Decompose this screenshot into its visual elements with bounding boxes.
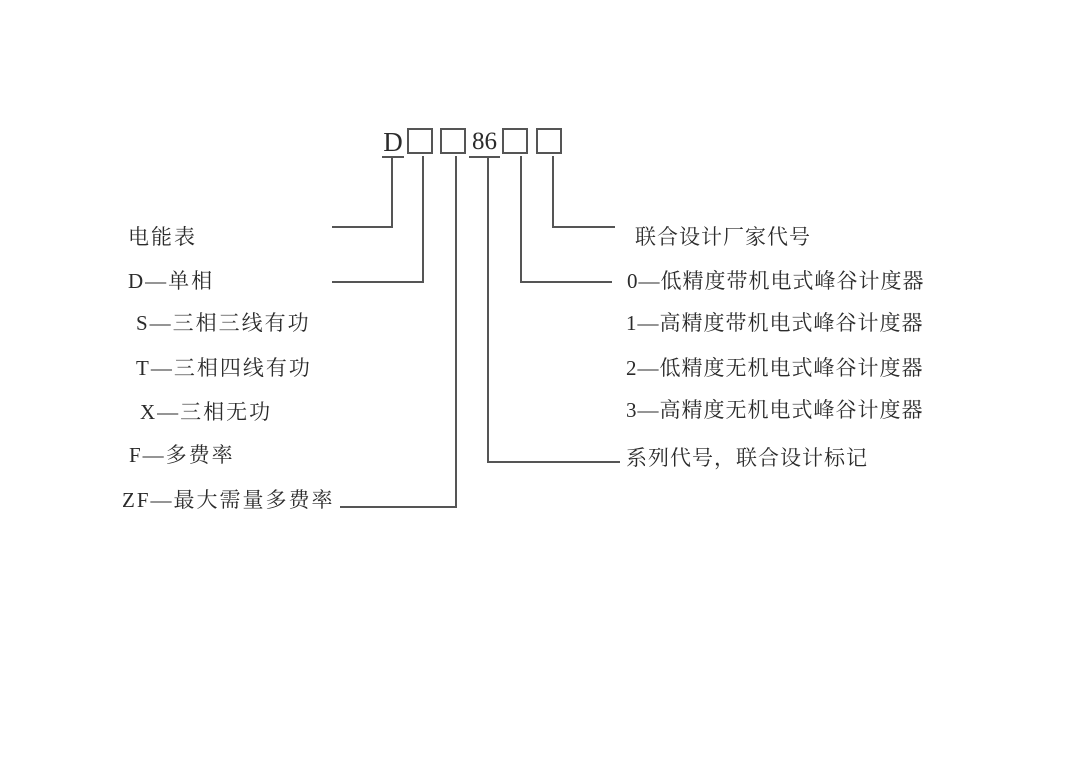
connector-box1-to-danxiang <box>332 156 423 282</box>
connector-box2-to-zf <box>340 156 456 507</box>
model-code-series: 86 <box>469 129 500 158</box>
label-lianhe-sheji-changjia: 联合设计厂家代号 <box>635 225 811 249</box>
label-1-gaojingdu-dai: 1—高精度带机电式峰谷计度器 <box>626 311 924 335</box>
connector-prefix-to-dianengbiao <box>332 157 392 227</box>
label-t-sanxiang-sixian: T—三相四线有功 <box>136 356 312 380</box>
connector-box4-to-changjia <box>553 156 615 227</box>
label-s-sanxiang-sanxian: S—三相三线有功 <box>136 311 311 335</box>
model-code-box-2 <box>440 128 466 154</box>
model-code-box-1 <box>407 128 433 154</box>
model-code-box-3 <box>502 128 528 154</box>
connector-box3-to-digit <box>521 156 612 282</box>
label-xilie-daihao: 系列代号，联合设计标记 <box>626 446 868 470</box>
label-zf-zuida-xuliang: ZF—最大需量多费率 <box>122 488 335 512</box>
label-3-gaojingdu-wu: 3—高精度无机电式峰谷计度器 <box>626 398 924 422</box>
model-code-box-4 <box>536 128 562 154</box>
label-dianengbiao: 电能表 <box>128 225 197 249</box>
model-code-prefix: D <box>383 127 403 157</box>
label-f-duofeilv: F—多费率 <box>129 443 235 467</box>
label-0-dijingdu-dai: 0—低精度带机电式峰谷计度器 <box>627 269 925 293</box>
label-2-dijingdu-wu: 2—低精度无机电式峰谷计度器 <box>626 356 924 380</box>
label-d-danxiang: D—单相 <box>128 269 215 293</box>
label-x-sanxiang-wugong: X—三相无功 <box>140 400 273 424</box>
